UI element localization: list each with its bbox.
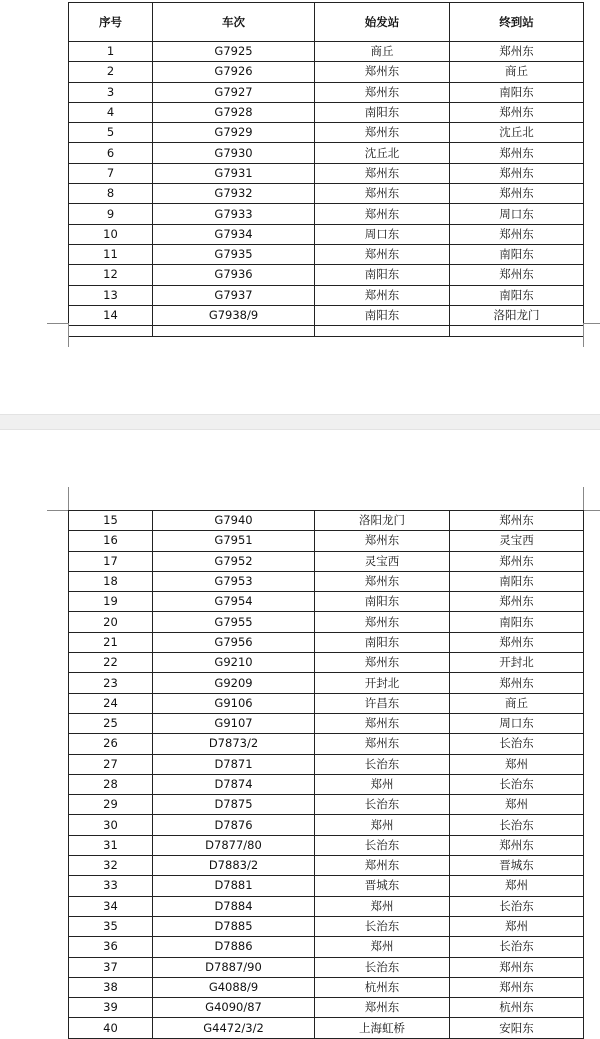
row-train-number: G7928 [153,102,315,122]
row-terminal-station: 长治东 [450,896,584,916]
row-index: 2 [69,62,153,82]
row-train-number: G7934 [153,224,315,244]
row-index: 15 [69,511,153,531]
row-origin-station: 郑州东 [315,531,450,551]
row-index: 10 [69,224,153,244]
row-index: 6 [69,143,153,163]
table-row [69,612,584,632]
row-index: 29 [69,795,153,815]
row-origin-station: 南阳东 [315,592,450,612]
row-terminal-station: 郑州东 [450,102,584,122]
table-row [69,916,584,936]
row-index: 12 [69,265,153,285]
row-train-number: G7953 [153,571,315,591]
row-train-number: D7875 [153,795,315,815]
row-origin-station: 晋城东 [315,876,450,896]
row-train-number: G9209 [153,673,315,693]
row-index: 16 [69,531,153,551]
row-terminal-station: 郑州东 [450,551,584,571]
margin-mark [68,487,69,510]
row-origin-station: 郑州东 [315,244,450,264]
row-index: 11 [69,244,153,264]
table-row [69,835,584,855]
row-origin-station: 郑州东 [315,62,450,82]
row-index: 39 [69,998,153,1018]
row-index: 13 [69,285,153,305]
row-index: 24 [69,693,153,713]
table-row [69,42,584,62]
table-row [69,102,584,122]
row-terminal-station: 南阳东 [450,285,584,305]
row-origin-station: 长治东 [315,957,450,977]
table-row [69,876,584,896]
row-origin-station: 杭州东 [315,977,450,997]
row-index: 32 [69,856,153,876]
table-row [69,62,584,82]
train-schedule-table-part-2 [68,510,584,1039]
row-index: 5 [69,123,153,143]
table-row [69,754,584,774]
row-origin-station: 灵宝西 [315,551,450,571]
row-index: 26 [69,734,153,754]
row-origin-station: 南阳东 [315,305,450,325]
table-row [69,977,584,997]
row-index: 27 [69,754,153,774]
empty-cell [69,326,153,337]
row-train-number: G7951 [153,531,315,551]
row-origin-station: 南阳东 [315,632,450,652]
row-index: 8 [69,184,153,204]
row-origin-station: 周口东 [315,224,450,244]
row-terminal-station: 南阳东 [450,571,584,591]
row-origin-station: 上海虹桥 [315,1018,450,1038]
row-origin-station: 商丘 [315,42,450,62]
row-origin-station: 郑州东 [315,653,450,673]
row-train-number: D7874 [153,774,315,794]
row-index: 36 [69,937,153,957]
row-terminal-station: 郑州东 [450,42,584,62]
row-origin-station: 沈丘北 [315,143,450,163]
table-row [69,653,584,673]
row-terminal-station: 洛阳龙门 [450,305,584,325]
row-train-number: D7884 [153,896,315,916]
row-terminal-station: 晋城东 [450,856,584,876]
row-terminal-station: 郑州东 [450,673,584,693]
row-terminal-station: 郑州东 [450,184,584,204]
row-terminal-station: 郑州东 [450,143,584,163]
row-terminal-station: 周口东 [450,713,584,733]
table-row [69,937,584,957]
table-row [69,551,584,571]
empty-cell [315,326,450,337]
table-row [69,123,584,143]
row-train-number: G9210 [153,653,315,673]
row-origin-station: 郑州东 [315,713,450,733]
row-train-number: D7877/80 [153,835,315,855]
row-terminal-station: 商丘 [450,62,584,82]
row-origin-station: 郑州东 [315,163,450,183]
row-origin-station: 郑州东 [315,204,450,224]
empty-cell [153,326,315,337]
row-origin-station: 郑州 [315,815,450,835]
row-train-number: G7926 [153,62,315,82]
table-row [69,693,584,713]
empty-cell [450,326,584,337]
table-row [69,998,584,1018]
table-row [69,244,584,264]
row-train-number: G7932 [153,184,315,204]
row-train-number: D7871 [153,754,315,774]
row-origin-station: 洛阳龙门 [315,511,450,531]
row-terminal-station: 郑州东 [450,265,584,285]
row-index: 19 [69,592,153,612]
row-terminal-station: 长治东 [450,734,584,754]
table-row [69,82,584,102]
table-row [69,673,584,693]
header-terminal-station: 终到站 [450,3,584,42]
row-origin-station: 郑州东 [315,123,450,143]
row-index: 35 [69,916,153,936]
row-terminal-station: 南阳东 [450,82,584,102]
page-separator [0,414,600,430]
row-index: 25 [69,713,153,733]
row-index: 37 [69,957,153,977]
row-origin-station: 许昌东 [315,693,450,713]
row-train-number: D7876 [153,815,315,835]
row-index: 21 [69,632,153,652]
row-terminal-station: 周口东 [450,204,584,224]
table-row [69,163,584,183]
margin-mark [47,510,68,511]
row-train-number: G7925 [153,42,315,62]
row-origin-station: 郑州东 [315,856,450,876]
margin-mark [47,323,68,324]
row-origin-station: 郑州东 [315,184,450,204]
row-origin-station: 长治东 [315,754,450,774]
table-row [69,795,584,815]
row-index: 30 [69,815,153,835]
row-index: 4 [69,102,153,122]
row-index: 14 [69,305,153,325]
margin-mark [583,323,600,324]
table-row [69,184,584,204]
row-terminal-station: 商丘 [450,693,584,713]
row-index: 22 [69,653,153,673]
row-terminal-station: 郑州 [450,876,584,896]
row-index: 9 [69,204,153,224]
row-origin-station: 郑州东 [315,82,450,102]
row-terminal-station: 沈丘北 [450,123,584,143]
row-terminal-station: 郑州东 [450,511,584,531]
table-row [69,204,584,224]
table-row [69,143,584,163]
row-terminal-station: 灵宝西 [450,531,584,551]
row-train-number: G7933 [153,204,315,224]
row-index: 28 [69,774,153,794]
row-origin-station: 长治东 [315,916,450,936]
header-index: 序号 [69,3,153,42]
row-index: 34 [69,896,153,916]
row-terminal-station: 开封北 [450,653,584,673]
table-row [69,632,584,652]
row-origin-station: 郑州东 [315,285,450,305]
row-train-number: G7929 [153,123,315,143]
row-terminal-station: 长治东 [450,774,584,794]
table-row [69,896,584,916]
table-row [69,224,584,244]
table-row [69,713,584,733]
table-row [69,285,584,305]
header-train-number: 车次 [153,3,315,42]
row-terminal-station: 郑州东 [450,163,584,183]
row-index: 3 [69,82,153,102]
row-train-number: D7881 [153,876,315,896]
row-terminal-station: 南阳东 [450,612,584,632]
row-index: 23 [69,673,153,693]
row-origin-station: 南阳东 [315,265,450,285]
row-origin-station: 郑州 [315,896,450,916]
row-train-number: G4090/87 [153,998,315,1018]
row-index: 1 [69,42,153,62]
table-row [69,856,584,876]
table-row [69,265,584,285]
document-page-2 [0,438,600,1035]
table-row [69,571,584,591]
row-train-number: D7873/2 [153,734,315,754]
table-row [69,957,584,977]
row-train-number: G7930 [153,143,315,163]
row-origin-station: 郑州 [315,774,450,794]
row-terminal-station: 郑州 [450,795,584,815]
row-terminal-station: 郑州东 [450,977,584,997]
row-index: 33 [69,876,153,896]
margin-mark [68,323,69,347]
row-train-number: D7887/90 [153,957,315,977]
table-row [69,774,584,794]
row-terminal-station: 杭州东 [450,998,584,1018]
row-train-number: G7954 [153,592,315,612]
row-index: 7 [69,163,153,183]
margin-mark [583,323,584,347]
row-origin-station: 郑州东 [315,998,450,1018]
row-origin-station: 开封北 [315,673,450,693]
row-terminal-station: 郑州东 [450,632,584,652]
row-origin-station: 郑州东 [315,612,450,632]
table-row [69,1018,584,1038]
row-train-number: D7883/2 [153,856,315,876]
row-origin-station: 郑州 [315,937,450,957]
row-origin-station: 长治东 [315,795,450,815]
margin-mark [583,510,600,511]
row-index: 38 [69,977,153,997]
table-row [69,734,584,754]
row-terminal-station: 郑州东 [450,224,584,244]
row-train-number: G7952 [153,551,315,571]
row-train-number: G7935 [153,244,315,264]
table-row [69,531,584,551]
row-origin-station: 郑州东 [315,571,450,591]
empty-table-row [69,326,584,337]
table-row [69,592,584,612]
row-terminal-station: 郑州东 [450,592,584,612]
row-terminal-station: 长治东 [450,815,584,835]
row-train-number: G7955 [153,612,315,632]
row-train-number: G9107 [153,713,315,733]
table-row [69,511,584,531]
row-origin-station: 长治东 [315,835,450,855]
row-train-number: G7936 [153,265,315,285]
row-train-number: D7885 [153,916,315,936]
row-train-number: G7956 [153,632,315,652]
row-train-number: G7927 [153,82,315,102]
row-terminal-station: 安阳东 [450,1018,584,1038]
row-index: 40 [69,1018,153,1038]
header-origin-station: 始发站 [315,3,450,42]
row-terminal-station: 长治东 [450,937,584,957]
row-index: 18 [69,571,153,591]
row-train-number: G7931 [153,163,315,183]
row-origin-station: 郑州东 [315,734,450,754]
table-header-row [69,3,584,42]
train-schedule-table-part-1 [68,2,584,337]
row-train-number: G4472/3/2 [153,1018,315,1038]
row-origin-station: 南阳东 [315,102,450,122]
document-page-1 [0,0,600,420]
table-row [69,815,584,835]
row-terminal-station: 郑州东 [450,957,584,977]
margin-mark [583,487,584,510]
row-train-number: G7940 [153,511,315,531]
row-index: 17 [69,551,153,571]
row-index: 31 [69,835,153,855]
row-train-number: G4088/9 [153,977,315,997]
row-terminal-station: 郑州 [450,754,584,774]
row-train-number: G7937 [153,285,315,305]
row-train-number: G7938/9 [153,305,315,325]
table-row [69,305,584,325]
row-terminal-station: 郑州东 [450,835,584,855]
row-index: 20 [69,612,153,632]
row-terminal-station: 郑州 [450,916,584,936]
row-terminal-station: 南阳东 [450,244,584,264]
row-train-number: G9106 [153,693,315,713]
row-train-number: D7886 [153,937,315,957]
